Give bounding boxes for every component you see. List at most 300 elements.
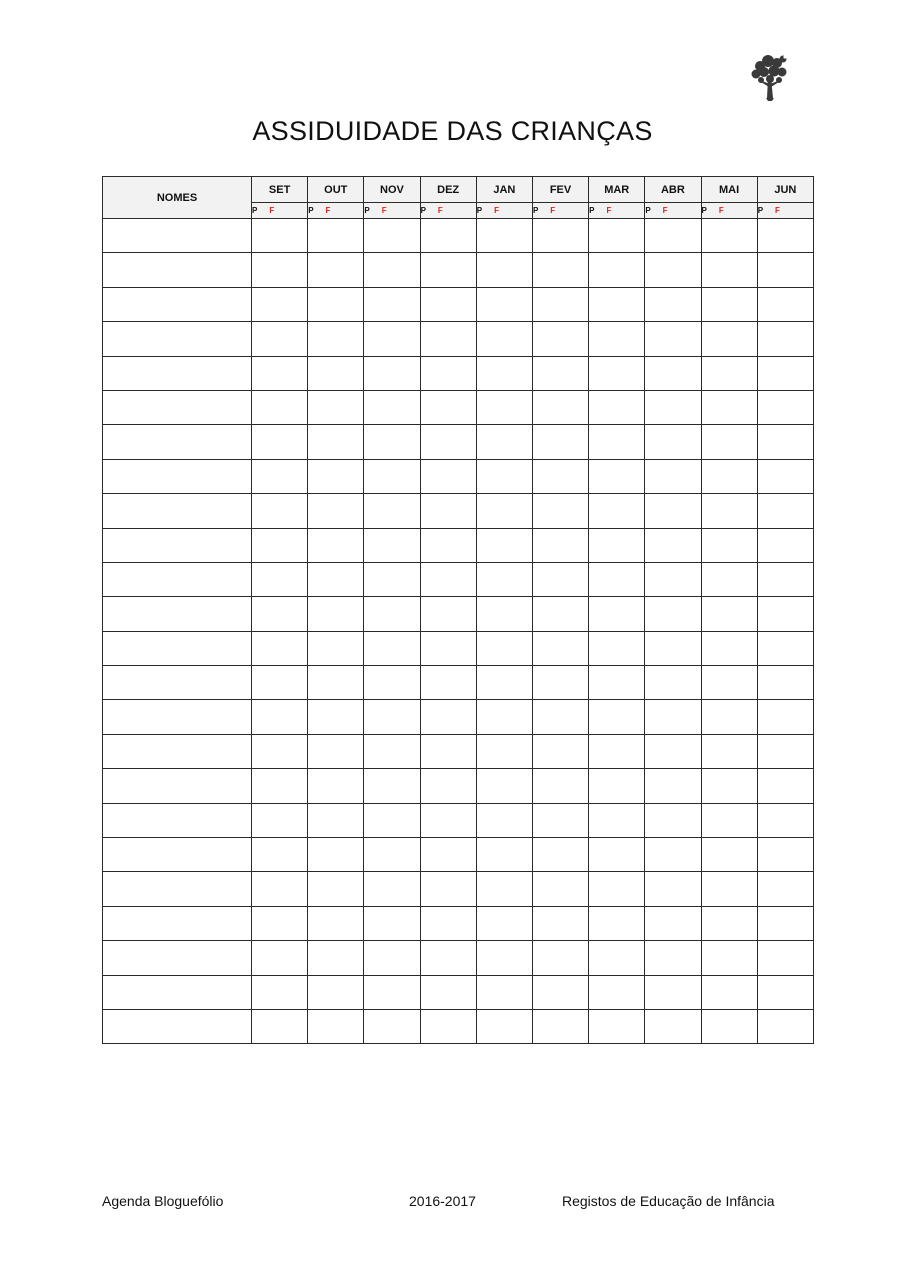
attendance-cell[interactable] [532,459,588,493]
attendance-cell[interactable] [308,494,364,528]
attendance-cell[interactable] [252,528,308,562]
name-cell[interactable] [103,562,252,596]
attendance-cell[interactable] [364,219,420,253]
attendance-cell[interactable] [532,390,588,424]
attendance-cell[interactable] [476,356,532,390]
attendance-cell[interactable] [252,287,308,321]
attendance-cell[interactable] [252,872,308,906]
attendance-cell[interactable] [308,528,364,562]
name-cell[interactable] [103,528,252,562]
table-row [103,425,814,459]
attendance-cell[interactable] [757,562,813,596]
attendance-cell[interactable] [757,459,813,493]
attendance-cell[interactable] [645,459,701,493]
table-row [103,494,814,528]
attendance-cell[interactable] [308,253,364,287]
attendance-cell[interactable] [364,322,420,356]
pf-cell [757,203,813,219]
attendance-cell[interactable] [308,322,364,356]
attendance-cell[interactable] [701,356,757,390]
attendance-cell[interactable] [701,494,757,528]
pf-cell [476,203,532,219]
attendance-cell[interactable] [701,700,757,734]
attendance-cell[interactable] [420,253,476,287]
attendance-cell[interactable] [701,287,757,321]
attendance-cell[interactable] [308,597,364,631]
attendance-cell[interactable] [645,631,701,665]
attendance-cell[interactable] [701,975,757,1009]
table-row [103,562,814,596]
attendance-cell[interactable] [589,769,645,803]
table-row [103,838,814,872]
table-row [103,631,814,665]
attendance-cell[interactable] [420,562,476,596]
attendance-cell[interactable] [476,390,532,424]
attendance-cell[interactable] [308,390,364,424]
attendance-cell[interactable] [645,425,701,459]
attendance-cell[interactable] [308,838,364,872]
attendance-cell[interactable] [645,562,701,596]
name-cell[interactable] [103,734,252,768]
attendance-cell[interactable] [308,562,364,596]
attendance-cell[interactable] [252,356,308,390]
attendance-cell[interactable] [476,425,532,459]
table-row [103,322,814,356]
attendance-cell[interactable] [645,322,701,356]
attendance-cell[interactable] [532,528,588,562]
attendance-cell[interactable] [757,528,813,562]
attendance-cell[interactable] [532,562,588,596]
attendance-cell[interactable] [364,803,420,837]
attendance-cell[interactable] [757,769,813,803]
attendance-cell[interactable] [589,322,645,356]
attendance-cell[interactable] [420,631,476,665]
name-cell[interactable] [103,390,252,424]
attendance-cell[interactable] [701,390,757,424]
table-row [103,975,814,1009]
attendance-cell[interactable] [532,700,588,734]
attendance-cell[interactable] [532,838,588,872]
attendance-cell[interactable] [308,734,364,768]
attendance-cell[interactable] [645,872,701,906]
attendance-cell[interactable] [420,803,476,837]
attendance-cell[interactable] [420,666,476,700]
attendance-cell[interactable] [420,425,476,459]
attendance-cell[interactable] [476,253,532,287]
attendance-cell[interactable] [364,941,420,975]
pf-cell [252,203,308,219]
attendance-cell[interactable] [532,1009,588,1043]
attendance-cell[interactable] [476,838,532,872]
attendance-cell[interactable] [252,906,308,940]
attendance-cell[interactable] [645,666,701,700]
attendance-cell[interactable] [364,597,420,631]
attendance-cell[interactable] [757,838,813,872]
attendance-cell[interactable] [476,287,532,321]
table-row [103,666,814,700]
attendance-cell[interactable] [701,769,757,803]
table-row [103,528,814,562]
name-cell[interactable] [103,769,252,803]
pf-cell [532,203,588,219]
attendance-cell[interactable] [701,631,757,665]
attendance-cell[interactable] [589,562,645,596]
attendance-cell[interactable] [589,666,645,700]
attendance-cell[interactable] [476,666,532,700]
attendance-cell[interactable] [252,219,308,253]
attendance-cell[interactable] [645,975,701,1009]
attendance-cell[interactable] [757,631,813,665]
name-cell[interactable] [103,287,252,321]
attendance-cell[interactable] [645,906,701,940]
month-header-mar: MAR [589,177,645,203]
table-row [103,597,814,631]
attendance-cell[interactable] [589,459,645,493]
attendance-cell[interactable] [757,700,813,734]
attendance-cell[interactable] [252,700,308,734]
attendance-cell[interactable] [645,219,701,253]
attendance-cell[interactable] [364,734,420,768]
attendance-cell[interactable] [757,494,813,528]
attendance-cell[interactable] [252,769,308,803]
attendance-cell[interactable] [701,322,757,356]
name-cell[interactable] [103,975,252,1009]
attendance-cell[interactable] [476,872,532,906]
attendance-cell[interactable] [252,838,308,872]
attendance-cell[interactable] [532,287,588,321]
attendance-cell[interactable] [420,1009,476,1043]
attendance-cell[interactable] [252,666,308,700]
table-row [103,906,814,940]
attendance-cell[interactable] [308,219,364,253]
attendance-cell[interactable] [420,597,476,631]
attendance-cell[interactable] [364,459,420,493]
attendance-cell[interactable] [701,425,757,459]
attendance-cell[interactable] [308,287,364,321]
name-cell[interactable] [103,700,252,734]
attendance-cell[interactable] [420,390,476,424]
attendance-cell[interactable] [589,941,645,975]
attendance-cell[interactable] [757,941,813,975]
attendance-cell[interactable] [420,356,476,390]
pf-cell [308,203,364,219]
attendance-cell[interactable] [532,322,588,356]
attendance-cell[interactable] [308,975,364,1009]
attendance-cell[interactable] [476,219,532,253]
attendance-cell[interactable] [532,631,588,665]
attendance-cell[interactable] [701,1009,757,1043]
attendance-cell[interactable] [589,356,645,390]
attendance-cell[interactable] [476,769,532,803]
attendance-cell[interactable] [252,562,308,596]
attendance-cell[interactable] [701,803,757,837]
attendance-cell[interactable] [420,872,476,906]
attendance-cell[interactable] [589,872,645,906]
attendance-cell[interactable] [532,253,588,287]
attendance-cell[interactable] [757,597,813,631]
attendance-cell[interactable] [364,253,420,287]
attendance-cell[interactable] [532,872,588,906]
name-cell[interactable] [103,803,252,837]
present-label: P [645,206,651,215]
name-cell[interactable] [103,1009,252,1043]
attendance-cell[interactable] [757,734,813,768]
attendance-cell[interactable] [645,1009,701,1043]
attendance-cell[interactable] [757,666,813,700]
attendance-cell[interactable] [252,494,308,528]
attendance-cell[interactable] [476,459,532,493]
attendance-cell[interactable] [420,906,476,940]
attendance-cell[interactable] [364,906,420,940]
attendance-cell[interactable] [364,838,420,872]
name-cell[interactable] [103,666,252,700]
attendance-cell[interactable] [252,631,308,665]
attendance-cell[interactable] [420,322,476,356]
attendance-cell[interactable] [532,906,588,940]
attendance-cell[interactable] [308,906,364,940]
name-cell[interactable] [103,631,252,665]
attendance-cell[interactable] [701,941,757,975]
attendance-cell[interactable] [252,803,308,837]
attendance-cell[interactable] [757,803,813,837]
attendance-cell[interactable] [252,425,308,459]
attendance-cell[interactable] [589,631,645,665]
table-row [103,941,814,975]
table-row [103,459,814,493]
attendance-cell[interactable] [252,597,308,631]
present-label: P [476,206,483,215]
attendance-cell[interactable] [645,769,701,803]
attendance-cell[interactable] [252,1009,308,1043]
name-cell[interactable] [103,459,252,493]
attendance-cell[interactable] [757,390,813,424]
name-cell[interactable] [103,219,252,253]
name-cell[interactable] [103,941,252,975]
attendance-cell[interactable] [308,941,364,975]
attendance-cell[interactable] [364,562,420,596]
attendance-cell[interactable] [701,666,757,700]
attendance-cell[interactable] [308,631,364,665]
attendance-cell[interactable] [476,700,532,734]
attendance-cell[interactable] [420,494,476,528]
attendance-cell[interactable] [589,734,645,768]
attendance-cell[interactable] [532,219,588,253]
attendance-cell[interactable] [645,803,701,837]
attendance-cell[interactable] [645,597,701,631]
attendance-cell[interactable] [532,734,588,768]
attendance-cell[interactable] [420,459,476,493]
attendance-cell[interactable] [476,597,532,631]
present-label: P [308,206,314,215]
absent-label: F [381,206,387,215]
name-cell[interactable] [103,322,252,356]
attendance-cell[interactable] [308,459,364,493]
attendance-cell[interactable] [476,734,532,768]
attendance-cell[interactable] [308,769,364,803]
attendance-cell[interactable] [308,356,364,390]
attendance-cell[interactable] [476,941,532,975]
attendance-cell[interactable] [476,494,532,528]
attendance-cell[interactable] [645,528,701,562]
absent-label: F [718,206,724,215]
attendance-cell[interactable] [532,941,588,975]
attendance-cell[interactable] [364,666,420,700]
name-cell[interactable] [103,906,252,940]
attendance-cell[interactable] [476,322,532,356]
attendance-cell[interactable] [757,975,813,1009]
attendance-cell[interactable] [364,528,420,562]
attendance-cell[interactable] [589,975,645,1009]
attendance-cell[interactable] [420,528,476,562]
attendance-cell[interactable] [252,734,308,768]
attendance-cell[interactable] [645,700,701,734]
attendance-cell[interactable] [252,459,308,493]
attendance-cell[interactable] [701,838,757,872]
attendance-cell[interactable] [476,803,532,837]
attendance-cell[interactable] [701,906,757,940]
attendance-cell[interactable] [589,287,645,321]
attendance-cell[interactable] [589,838,645,872]
attendance-cell[interactable] [589,253,645,287]
attendance-cell[interactable] [757,356,813,390]
attendance-cell[interactable] [589,700,645,734]
attendance-cell[interactable] [420,975,476,1009]
attendance-cell[interactable] [420,700,476,734]
attendance-cell[interactable] [645,941,701,975]
attendance-cell[interactable] [532,666,588,700]
attendance-cell[interactable] [364,425,420,459]
attendance-cell[interactable] [701,734,757,768]
attendance-cell[interactable] [364,631,420,665]
attendance-cell[interactable] [645,287,701,321]
name-cell[interactable] [103,494,252,528]
attendance-cell[interactable] [757,253,813,287]
attendance-cell[interactable] [308,872,364,906]
attendance-cell[interactable] [589,494,645,528]
attendance-cell[interactable] [252,390,308,424]
name-cell[interactable] [103,356,252,390]
attendance-body [103,219,814,1044]
attendance-cell[interactable] [420,838,476,872]
attendance-cell[interactable] [589,219,645,253]
attendance-cell[interactable] [252,941,308,975]
footer-right: Registos de Educação de Infância [562,1193,775,1209]
attendance-cell[interactable] [701,872,757,906]
attendance-cell[interactable] [476,906,532,940]
attendance-cell[interactable] [308,803,364,837]
attendance-cell[interactable] [701,597,757,631]
attendance-cell[interactable] [420,219,476,253]
attendance-cell[interactable] [476,528,532,562]
attendance-cell[interactable] [308,700,364,734]
attendance-cell[interactable] [589,390,645,424]
attendance-cell[interactable] [252,975,308,1009]
name-cell[interactable] [103,253,252,287]
attendance-cell[interactable] [701,219,757,253]
attendance-cell[interactable] [645,494,701,528]
attendance-cell[interactable] [476,975,532,1009]
attendance-cell[interactable] [364,872,420,906]
attendance-cell[interactable] [757,287,813,321]
name-cell[interactable] [103,597,252,631]
attendance-cell[interactable] [757,322,813,356]
attendance-cell[interactable] [364,494,420,528]
attendance-cell[interactable] [252,322,308,356]
attendance-cell[interactable] [757,1009,813,1043]
attendance-cell[interactable] [420,769,476,803]
attendance-cell[interactable] [364,1009,420,1043]
attendance-cell[interactable] [420,734,476,768]
attendance-cell[interactable] [308,666,364,700]
table-row [103,219,814,253]
attendance-cell[interactable] [476,562,532,596]
attendance-cell[interactable] [645,356,701,390]
attendance-cell[interactable] [364,287,420,321]
attendance-cell[interactable] [757,872,813,906]
attendance-cell[interactable] [532,769,588,803]
attendance-cell[interactable] [589,528,645,562]
attendance-cell[interactable] [645,390,701,424]
attendance-cell[interactable] [308,425,364,459]
attendance-cell[interactable] [308,1009,364,1043]
attendance-cell[interactable] [589,1009,645,1043]
attendance-cell[interactable] [701,459,757,493]
attendance-cell[interactable] [589,906,645,940]
attendance-cell[interactable] [364,390,420,424]
name-cell[interactable] [103,872,252,906]
attendance-cell[interactable] [364,700,420,734]
attendance-cell[interactable] [532,597,588,631]
attendance-cell[interactable] [701,528,757,562]
pf-cell [701,203,757,219]
attendance-cell[interactable] [757,219,813,253]
attendance-cell[interactable] [589,597,645,631]
attendance-cell[interactable] [420,287,476,321]
attendance-cell[interactable] [532,803,588,837]
attendance-cell[interactable] [589,803,645,837]
name-cell[interactable] [103,425,252,459]
attendance-cell[interactable] [364,356,420,390]
attendance-cell[interactable] [645,734,701,768]
attendance-cell[interactable] [476,1009,532,1043]
attendance-cell[interactable] [420,941,476,975]
attendance-cell[interactable] [701,253,757,287]
attendance-cell[interactable] [757,906,813,940]
footer-center: 2016-2017 [409,1193,476,1209]
month-header-mai: MAI [701,177,757,203]
attendance-cell[interactable] [645,253,701,287]
attendance-cell[interactable] [476,631,532,665]
table-row [103,287,814,321]
attendance-cell[interactable] [757,425,813,459]
attendance-cell[interactable] [645,838,701,872]
absent-label: F [606,206,612,215]
footer-left: Agenda Bloguefólio [102,1193,224,1209]
attendance-cell[interactable] [532,494,588,528]
absent-label: F [325,206,331,215]
attendance-cell[interactable] [364,769,420,803]
pf-cell [645,203,701,219]
attendance-cell[interactable] [364,975,420,1009]
attendance-cell[interactable] [589,425,645,459]
attendance-cell[interactable] [532,356,588,390]
attendance-cell[interactable] [252,253,308,287]
name-cell[interactable] [103,838,252,872]
attendance-cell[interactable] [701,562,757,596]
present-label: P [252,206,258,215]
attendance-cell[interactable] [532,425,588,459]
attendance-cell[interactable] [532,975,588,1009]
